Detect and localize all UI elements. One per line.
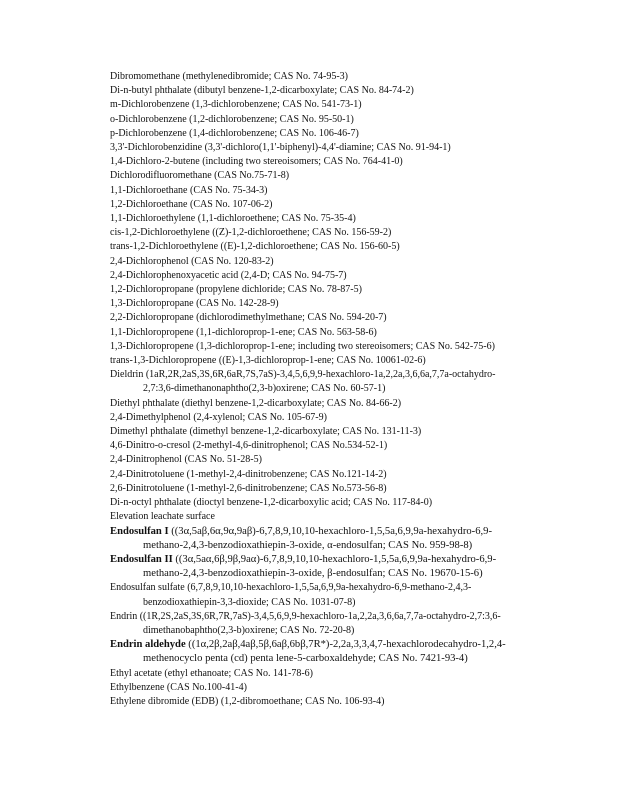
list-item — [110, 482, 525, 496]
chemical-name: cis-1,2-Dichloroethylene — [110, 227, 210, 239]
chemical-detail: (1,4-dichlorobenzene; CAS No. 106-46-7) — [186, 127, 359, 139]
list-item — [110, 169, 525, 183]
list-item — [110, 525, 525, 553]
list-item — [110, 610, 525, 638]
chemical-detail: (6,7,8,9,10,10-hexachloro-1,5,5a,6,9,9a-hexahydro-6,9-methano-2,4,3-benzodioxathiepin-3,3-dioxide; CAS No. 1031-07-8) — [143, 582, 472, 608]
chemical-name: 1,1-Dichloroethane — [110, 184, 188, 196]
chemical-name: trans-1,2-Dichloroethylene — [110, 241, 219, 253]
chemical-name: Dichlorodifluoromethane — [110, 170, 212, 182]
chemical-detail: (1,3-dichlorobenzene; CAS No. 541-73-1) — [189, 99, 362, 111]
list-item — [110, 283, 525, 297]
list-item — [110, 70, 525, 84]
chemical-name: Elevation leachate surface — [110, 511, 215, 523]
chemical-detail: ((3α,5aα,6β,9β,9aα)-6,7,8,9,10,10-hexachloro-1,5,5a,6,9,9a-hexahydro-6,9-methano-2,4,3-benzodioxathiepin-3-oxide, β-endosulfan; CAS No. 19670-15-6) — [143, 553, 497, 580]
list-item — [110, 581, 525, 609]
chemical-name: Ethylbenzene — [110, 681, 165, 693]
list-item — [110, 553, 525, 581]
chemical-detail: (CAS No. 75-34-3) — [187, 184, 268, 196]
chemical-detail: (1,1-dichloroethene; CAS No. 75-35-4) — [195, 213, 356, 225]
list-item — [110, 311, 525, 325]
chemical-name: 2,4-Dichlorophenoxyacetic acid — [110, 269, 239, 281]
chemical-name: 2,4-Dinitrophenol — [110, 454, 182, 466]
chemical-name: Endrin — [110, 610, 138, 622]
chemical-name: 2,6-Dinitrotoluene — [110, 482, 185, 494]
chemical-name: trans-1,3-Dichloropropene — [110, 355, 217, 367]
chemical-detail: (CAS No. 120-83-2) — [188, 255, 274, 267]
chemical-name: 2,4-Dichlorophenol — [110, 255, 189, 267]
list-item — [110, 269, 525, 283]
list-item — [110, 411, 525, 425]
chemical-name: 1,3-Dichloropropene — [110, 340, 194, 352]
chemical-detail: (dichlorodimethylmethane; CAS No. 594-20-7) — [193, 312, 387, 324]
chemical-detail: ((Z)-1,2-dichloroethene; CAS No. 156-59-2) — [209, 227, 392, 239]
chemical-detail: (dioctyl benzene-1,2-dicarboxylic acid; CAS No. 117-84-0) — [190, 497, 433, 509]
chemical-detail: (diethyl benzene-1,2-dicarboxylate; CAS No. 84-66-2) — [179, 397, 402, 409]
chemical-detail: (CAS No.75-71-8) — [211, 170, 290, 182]
list-item — [110, 184, 525, 198]
chemical-list — [110, 70, 525, 709]
list-item — [110, 198, 525, 212]
chemical-name: Endosulfan II — [110, 553, 173, 565]
chemical-name: 1,1-Dichloroethylene — [110, 213, 196, 225]
chemical-name: 4,6-Dinitro-o-cresol — [110, 440, 191, 452]
list-item — [110, 141, 525, 155]
chemical-detail: (1,1-dichloroprop-1-ene; CAS No. 563-58-6) — [193, 326, 377, 338]
chemical-detail: ((1R,2S,2aS,3S,6R,7R,7aS)-3,4,5,6,9,9-hexachloro-1a,2,2a,3,6,6a,7,7a-octahydro-2,7:3,6-dimethanobaphtho(2,3-b)oxirene; CAS No. 72-20-8) — [137, 610, 501, 636]
chemical-name: Diethyl phthalate — [110, 397, 180, 409]
chemical-name: 1,2-Dichloroethane — [110, 198, 188, 210]
list-item — [110, 667, 525, 681]
chemical-detail: (dibutyl benzene-1,2-dicarboxylate; CAS No. 84-74-2) — [191, 85, 414, 97]
chemical-detail: (dimethyl benzene-1,2-dicarboxylate; CAS No. 131-11-3) — [186, 426, 422, 438]
list-item — [110, 84, 525, 98]
list-item — [110, 297, 525, 311]
list-item — [110, 226, 525, 240]
list-item — [110, 113, 525, 127]
chemical-name: 1,3-Dichloropropane — [110, 298, 194, 310]
list-item — [110, 695, 525, 709]
chemical-name: m-Dichlorobenzene — [110, 99, 190, 111]
list-item — [110, 638, 525, 666]
chemical-detail: (propylene dichloride; CAS No. 78-87-5) — [193, 284, 362, 296]
chemical-detail: (CAS No. 107-06-2) — [187, 198, 273, 210]
list-item — [110, 212, 525, 226]
chemical-name: o-Dichlorobenzene — [110, 113, 187, 125]
chemical-name: Ethylene dibromide — [110, 695, 190, 707]
chemical-name: Endosulfan sulfate — [110, 582, 185, 594]
chemical-name: Dimethyl phthalate — [110, 426, 187, 438]
chemical-name: 2,2-Dichloropropane — [110, 312, 194, 324]
chemical-detail: (3,3'-dichloro(1,1'-biphenyl)-4,4'-diamine; CAS No. 91-94-1) — [202, 142, 451, 154]
list-item — [110, 155, 525, 169]
chemical-detail: (CAS No. 51-28-5) — [181, 454, 262, 466]
list-item — [110, 510, 525, 524]
chemical-name: 1,4-Dichloro-2-butene — [110, 156, 200, 168]
list-item — [110, 340, 525, 354]
chemical-detail: (2,4-D; CAS No. 94-75-7) — [238, 269, 347, 281]
chemical-detail: ((E)-1,3-dichloroprop-1-ene; CAS No. 10061-02-6) — [216, 355, 426, 367]
list-item — [110, 397, 525, 411]
chemical-name: Endrin aldehyde — [110, 639, 186, 651]
chemical-detail: ((E)-1,2-dichloroethene; CAS No. 156-60-5) — [218, 241, 400, 253]
chemical-name: 1,1-Dichloropropene — [110, 326, 194, 338]
chemical-detail: (1,3-dichloroprop-1-ene; including two stereoisomers; CAS No. 542-75-6) — [193, 340, 495, 352]
chemical-name: Endosulfan I — [110, 525, 169, 537]
list-item — [110, 354, 525, 368]
list-item — [110, 240, 525, 254]
chemical-detail: (EDB) (1,2-dibromoethane; CAS No. 106-93-4) — [189, 695, 385, 707]
list-item — [110, 439, 525, 453]
list-item — [110, 681, 525, 695]
list-item — [110, 453, 525, 467]
chemical-detail: (methylenedibromide; CAS No. 74-95-3) — [179, 71, 349, 82]
chemical-detail: (CAS No.100-41-4) — [164, 681, 247, 693]
chemical-name: p-Dichlorobenzene — [110, 127, 187, 139]
chemical-name: 2,4-Dinitrotoluene — [110, 468, 185, 480]
chemical-detail: ((3α,5aβ,6α,9α,9aβ)-6,7,8,9,10,10-hexachloro-1,5,5a,6,9,9a-hexahydro-6,9-methano-2,4,3-benzodioxathiepin-3-oxide, α-endosulfan; CAS No. 959-98-8) — [143, 525, 492, 551]
chemical-detail: ((1α,2β,2aβ,4aβ,5β,6aβ,6bβ,7R*)-2,2a,3,3,4,7-hexachlorodecahydro-1,2,4-methenocyclo penta (cd) penta lene-5-carboxaldehyde; CAS No. 7421-93-4) — [143, 639, 506, 665]
chemical-name: 1,2-Dichloropropane — [110, 284, 194, 296]
list-item — [110, 368, 525, 396]
list-item — [110, 127, 525, 141]
chemical-detail: (1aR,2R,2aS,3S,6R,6aR,7S,7aS)-3,4,5,6,9,9-hexachloro-1a,2,2a,3,6,6a,7,7a-octahydro-2,7:3,6-dimethanonaphtho(2,3-b)oxirene; CAS No. 60-57-1) — [143, 369, 496, 395]
list-item — [110, 98, 525, 112]
chemical-detail: (ethyl ethanoate; CAS No. 141-78-6) — [161, 667, 314, 679]
chemical-detail: (1-methyl-2,6-dinitrobenzene; CAS No.573-56-8) — [184, 482, 387, 494]
chemical-detail: (2-methyl-4,6-dinitrophenol; CAS No.534-52-1) — [190, 440, 388, 452]
chemical-name: Ethyl acetate — [110, 667, 162, 679]
list-item — [110, 468, 525, 482]
list-item — [110, 425, 525, 439]
chemical-detail: (CAS No. 142-28-9) — [193, 298, 279, 310]
chemical-name: Dieldrin — [110, 369, 144, 381]
list-item — [110, 496, 525, 510]
list-item — [110, 255, 525, 269]
chemical-name: 2,4-Dimethylphenol — [110, 411, 191, 423]
chemical-name: Di-n-butyl phthalate — [110, 85, 192, 97]
chemical-name: Dibromomethane — [110, 71, 180, 82]
chemical-detail: (2,4-xylenol; CAS No. 105-67-9) — [190, 411, 327, 423]
list-item — [110, 326, 525, 340]
chemical-name: Di-n-octyl phthalate — [110, 497, 191, 509]
chemical-detail: (including two stereoisomers; CAS No. 764-41-0) — [199, 156, 403, 168]
chemical-detail: (1-methyl-2,4-dinitrobenzene; CAS No.121-14-2) — [184, 468, 387, 480]
chemical-name: 3,3'-Dichlorobenzidine — [110, 142, 203, 154]
chemical-detail: (1,2-dichlorobenzene; CAS No. 95-50-1) — [186, 113, 354, 125]
